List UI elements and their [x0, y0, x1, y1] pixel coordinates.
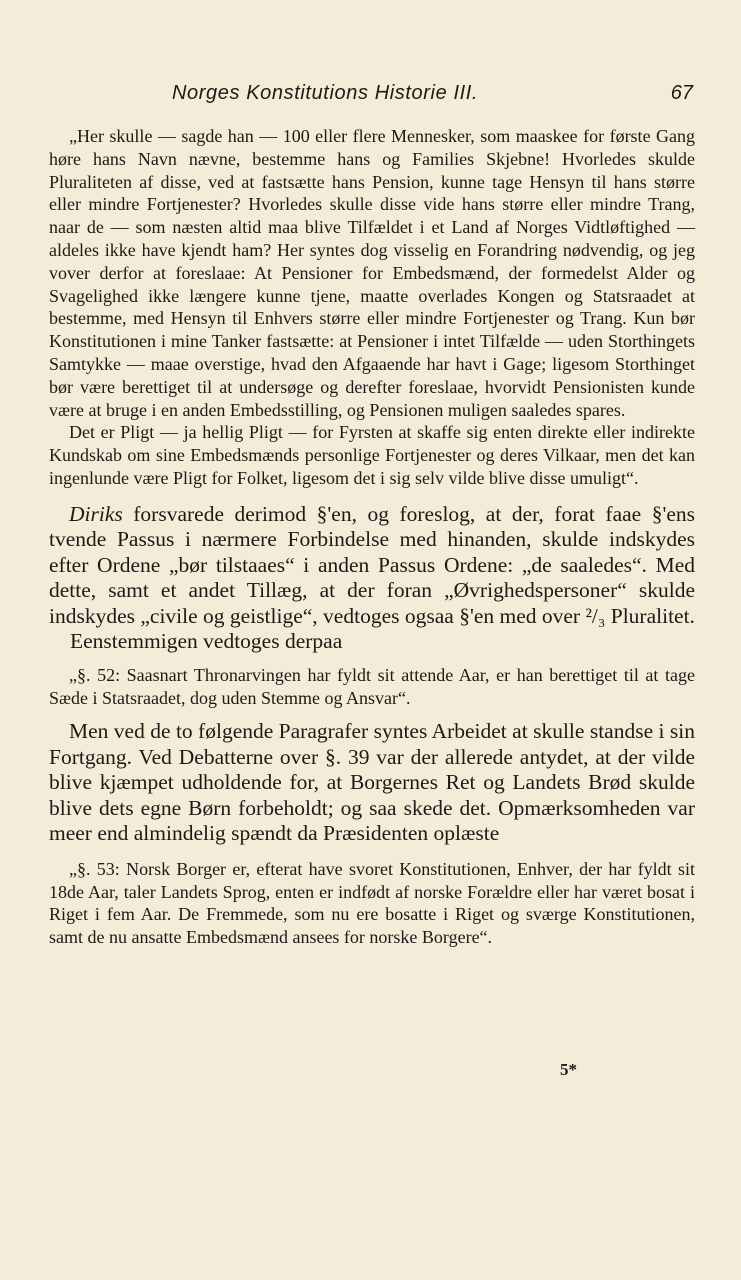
eenstemmigen-line: Eenstemmigen vedtoges derpaa — [70, 629, 343, 654]
signature-mark: 5* — [560, 1060, 577, 1079]
running-title: Norges Konstitutions Historie III. — [172, 82, 479, 104]
diriks-name: Diriks — [69, 501, 123, 526]
paragraph-53-quote: „§. 53: Norsk Borger er, efterat have svoret Konstitutionen, Enhver, der har fyldt sit 18de Aar, taler Landets Sprog, enten er indfødt af norske Forældre eller har været bosat i Riget i fem Aar. De Fremmede, som nu ere bosatte i Riget og sværge Konstitutionen, samt de nu ansatte Embedsmænd ansees for norske Borgere“. — [49, 858, 695, 948]
quote-duty-paragraph: Det er Pligt — ja hellig Pligt — for Fyrsten at skaffe sig enten direkte eller indirekte Kundskab om sine Embedsmænds personlige Fortjenester og deres Vilkaar, men det kan ingenlunde være Pligt for Folket, ligesom det i sig selv vilde blive disse umuligt“. — [49, 422, 695, 488]
diriks-paragraph — [49, 502, 695, 630]
page-number: 67 — [670, 82, 693, 104]
book-page — [49, 82, 695, 949]
page-header — [49, 82, 695, 116]
quote-intro-paragraph: „Her skulle — sagde han — 100 eller flere Mennesker, som maaskee for første Gang høre hans Navn nævne, bestemme hans og Families Skjebne! Hvorledes skulde Pluraliteten af disse, ved at fastsætte hans Pension, kunne tage Hensyn til hans større eller mindre Fortjenester? Hvorledes skulle disse vide hans større eller mindre Trang, naar de — som næsten altid maa blive Tilfældet i et Land af Norges Vidtløftighed — aldeles ikke have kjendt ham? Her syntes dog visselig en Forandring nødvendig, og jeg vover derfor at foreslaae: At Pensioner for Embedsmænd, der formedelst Alder og Svagelighed ikke længere kunne tjene, maatte overlades Kongen og Statsraadet at bestemme, med Hensyn til Enhvers større eller mindre Fortjenester og Trang. Kun bør Konstitutionen i mine Tanker fastsætte: at Pensioner i intet Tilfælde — uden Storthingets Samtykke — maae overstige, hvad den Afgaaende har havt i Gage; ligesom Storthinget bør være berettiget til at undersøge og derefter foreslaae, hvorvidt Pensionisten kunde være at bruge i en anden Embedsstilling, og Pensionen muligen saaledes spares. — [49, 126, 695, 420]
diriks-paragraph-text: forsvarede derimod §'en, og foreslog, at der, forat faae §'ens tvende Passus i nærmere Forbindelse med hinanden, skulde indskydes efter Ordene „bør tilstaaes“ i anden Passus Ordene: „de saaledes“. Med dette, samt et andet Tillæg, at der foran „Øvrighedspersoner“ skulde indskydes „civile og geistlige“, vedtoges ogsaa §'en med over ²/₃ Pluralitet. — [49, 501, 695, 628]
men-ved-paragraph: Men ved de to følgende Paragrafer syntes Arbeidet at skulle standse i sin Fortgang. Ved Debatterne over §. 39 var der allerede antydet, at der vilde blive kjæmpet udholdende for, at Borgernes Ret og Landets Brød skulde blive dets egne Børn forbeholdt; og saa skede det. Opmærksomheden var meer end almindelig spændt da Præsidenten oplæste — [49, 719, 695, 846]
paragraph-52-quote: „§. 52: Saasnart Thronarvingen har fyldt sit attende Aar, er han berettiget til at tage Sæde i Statsraadet, dog uden Stemme og Ansvar“. — [49, 664, 695, 708]
